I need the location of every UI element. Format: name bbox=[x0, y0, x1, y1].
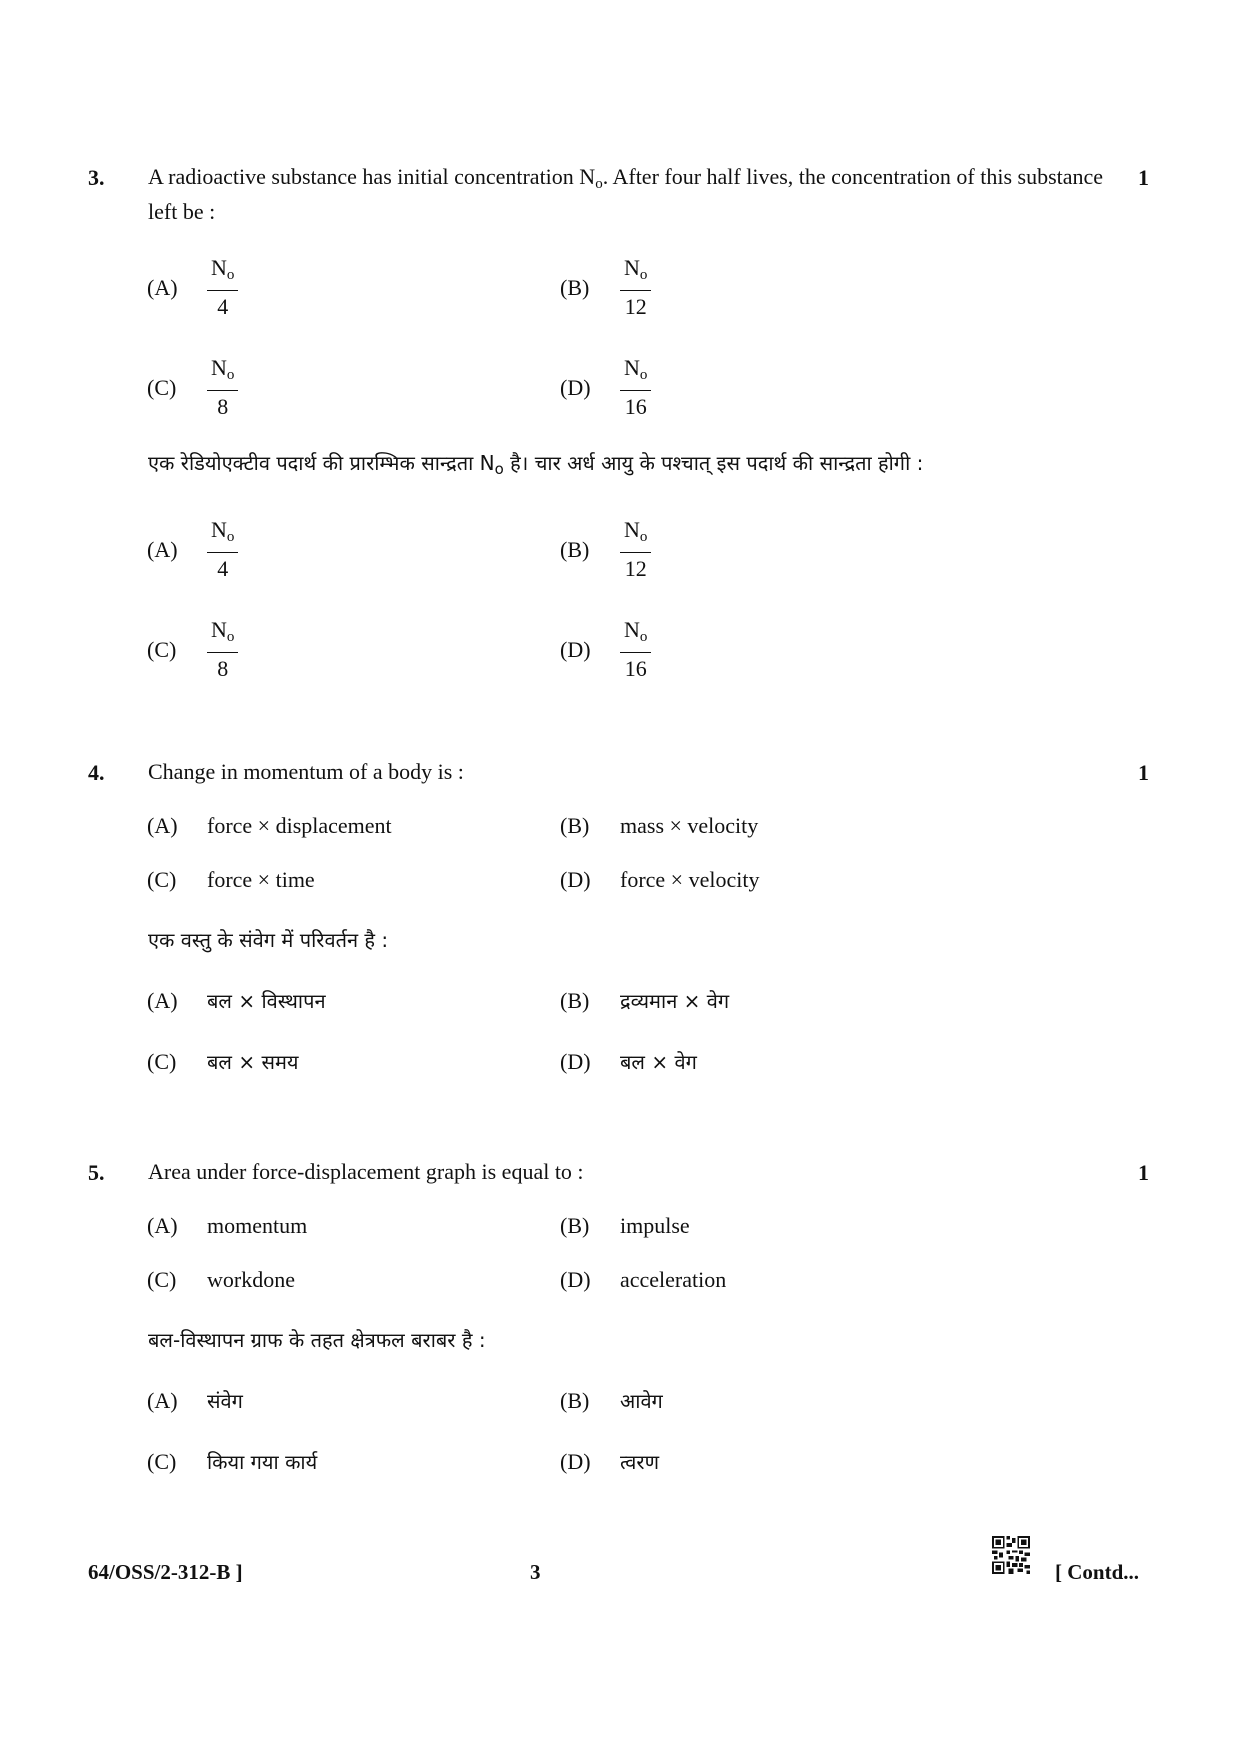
question-text-hi: एक वस्तु के संवेग में परिवर्तन है : bbox=[148, 928, 389, 952]
option-text: किया गया कार्य bbox=[207, 1450, 318, 1474]
question-text-en: Area under force-displacement graph is equal to : bbox=[148, 1159, 584, 1184]
option-b[interactable] bbox=[560, 255, 651, 321]
option-text: बल × वेग bbox=[620, 1050, 697, 1074]
option-label: (B) bbox=[560, 1387, 590, 1413]
option-label: (A) bbox=[147, 537, 178, 562]
option-a[interactable] bbox=[147, 813, 392, 839]
marks: 1 bbox=[1138, 760, 1149, 785]
option-label: (C) bbox=[147, 1267, 177, 1292]
denominator: 16 bbox=[624, 656, 647, 681]
subscript: o bbox=[595, 176, 603, 192]
option-text: force × time bbox=[207, 867, 315, 892]
option-label: (B) bbox=[560, 537, 590, 562]
subscript: o bbox=[639, 529, 648, 545]
denominator: 8 bbox=[217, 394, 229, 419]
option-a-hi[interactable] bbox=[147, 1387, 243, 1414]
option-label: (A) bbox=[147, 813, 178, 838]
option-label: (A) bbox=[147, 987, 178, 1013]
denominator: 16 bbox=[624, 394, 647, 419]
fraction bbox=[620, 617, 651, 683]
question-text-part: A radioactive substance has initial concentration N bbox=[148, 164, 596, 189]
question-text-hi: बल-विस्थापन ग्राफ के तहत क्षेत्रफल बराबर है : bbox=[148, 1328, 486, 1352]
question-text-part: है। चार अर्ध आयु के पश्चात् इस पदार्थ की सान्द्रता होगी : bbox=[503, 451, 924, 475]
option-label: (D) bbox=[560, 1448, 591, 1474]
option-text: आवेग bbox=[620, 1389, 663, 1413]
denominator: 12 bbox=[624, 556, 647, 581]
option-d[interactable] bbox=[560, 1267, 726, 1293]
subscript: o bbox=[494, 460, 504, 478]
paper-code: 64/OSS/2-312-B ] bbox=[88, 1560, 243, 1584]
subscript: o bbox=[226, 629, 235, 645]
fraction bbox=[207, 355, 238, 421]
page-number: 3 bbox=[530, 1560, 541, 1584]
continued-label: [ Contd... bbox=[1055, 1560, 1140, 1584]
option-c[interactable] bbox=[147, 355, 238, 421]
denominator: 4 bbox=[217, 556, 229, 581]
option-label: (C) bbox=[147, 867, 177, 892]
option-c-hi[interactable] bbox=[147, 617, 238, 683]
numerator: N bbox=[211, 617, 227, 642]
question-text-en bbox=[148, 163, 1108, 226]
option-c[interactable] bbox=[147, 867, 315, 893]
option-text: force × displacement bbox=[207, 813, 392, 838]
option-d-hi[interactable] bbox=[560, 617, 651, 683]
denominator: 8 bbox=[217, 656, 229, 681]
option-text: mass × velocity bbox=[620, 813, 759, 838]
option-a-hi[interactable] bbox=[147, 517, 238, 583]
option-text: बल × विस्थापन bbox=[207, 989, 326, 1013]
option-text: त्वरण bbox=[620, 1450, 660, 1474]
option-label: (D) bbox=[560, 375, 591, 400]
marks: 1 bbox=[1138, 1160, 1149, 1185]
fraction bbox=[207, 255, 238, 321]
option-c[interactable] bbox=[147, 1267, 295, 1293]
subscript: o bbox=[639, 629, 648, 645]
marks: 1 bbox=[1138, 165, 1149, 190]
option-label: (B) bbox=[560, 1213, 590, 1238]
fraction bbox=[620, 517, 651, 583]
numerator: N bbox=[211, 355, 227, 380]
option-label: (D) bbox=[560, 1048, 591, 1074]
option-label: (A) bbox=[147, 1213, 178, 1238]
question-text-hi bbox=[148, 449, 1128, 483]
numerator: N bbox=[624, 617, 640, 642]
denominator: 12 bbox=[624, 294, 647, 319]
option-text: संवेग bbox=[207, 1389, 243, 1413]
question-number: 5. bbox=[88, 1160, 105, 1185]
option-label: (C) bbox=[147, 1048, 177, 1074]
option-text: बल × समय bbox=[207, 1050, 299, 1074]
option-text: force × velocity bbox=[620, 867, 760, 892]
fraction bbox=[207, 517, 238, 583]
option-label: (D) bbox=[560, 867, 591, 892]
subscript: o bbox=[639, 367, 648, 383]
question-text-en: Change in momentum of a body is : bbox=[148, 759, 464, 784]
numerator: N bbox=[624, 517, 640, 542]
option-label: (B) bbox=[560, 275, 590, 300]
option-label: (D) bbox=[560, 1267, 591, 1292]
option-label: (B) bbox=[560, 813, 590, 838]
option-label: (C) bbox=[147, 375, 177, 400]
qr-code-icon bbox=[992, 1536, 1030, 1574]
option-label: (A) bbox=[147, 1387, 178, 1413]
fraction bbox=[620, 255, 651, 321]
numerator: N bbox=[624, 355, 640, 380]
option-text: momentum bbox=[207, 1213, 308, 1238]
option-d[interactable] bbox=[560, 355, 651, 421]
option-b-hi[interactable] bbox=[560, 987, 729, 1014]
fraction bbox=[207, 617, 238, 683]
numerator: N bbox=[624, 255, 640, 280]
option-d-hi[interactable] bbox=[560, 1048, 697, 1075]
question-text-part: एक रेडियोएक्टीव पदार्थ की प्रारम्भिक सान्द्रता N bbox=[148, 451, 495, 475]
question-number: 3. bbox=[88, 165, 105, 190]
option-text: impulse bbox=[620, 1213, 690, 1238]
option-a-hi[interactable] bbox=[147, 987, 326, 1014]
fraction bbox=[620, 355, 651, 421]
option-label: (D) bbox=[560, 637, 591, 662]
subscript: o bbox=[226, 367, 235, 383]
question-number: 4. bbox=[88, 760, 105, 785]
numerator: N bbox=[211, 255, 227, 280]
subscript: o bbox=[639, 267, 648, 283]
option-text: acceleration bbox=[620, 1267, 727, 1292]
option-d[interactable] bbox=[560, 867, 759, 893]
option-c-hi[interactable] bbox=[147, 1448, 317, 1475]
option-label: (C) bbox=[147, 1448, 177, 1474]
option-b-hi[interactable] bbox=[560, 517, 651, 583]
option-label: (B) bbox=[560, 987, 590, 1013]
numerator: N bbox=[211, 517, 227, 542]
option-text: द्रव्यमान × वेग bbox=[620, 989, 730, 1013]
option-label: (C) bbox=[147, 637, 177, 662]
option-d-hi[interactable] bbox=[560, 1448, 659, 1475]
option-b[interactable] bbox=[560, 1213, 690, 1239]
option-b[interactable] bbox=[560, 813, 758, 839]
denominator: 4 bbox=[217, 294, 229, 319]
subscript: o bbox=[226, 529, 235, 545]
option-a[interactable] bbox=[147, 1213, 307, 1239]
question-text-part: . After four half lives, the concentration of this substance left be : bbox=[148, 164, 1104, 224]
option-text: workdone bbox=[207, 1267, 295, 1292]
subscript: o bbox=[226, 267, 235, 283]
option-c-hi[interactable] bbox=[147, 1048, 299, 1075]
option-a[interactable] bbox=[147, 255, 238, 321]
option-label: (A) bbox=[147, 275, 178, 300]
option-b-hi[interactable] bbox=[560, 1387, 663, 1414]
